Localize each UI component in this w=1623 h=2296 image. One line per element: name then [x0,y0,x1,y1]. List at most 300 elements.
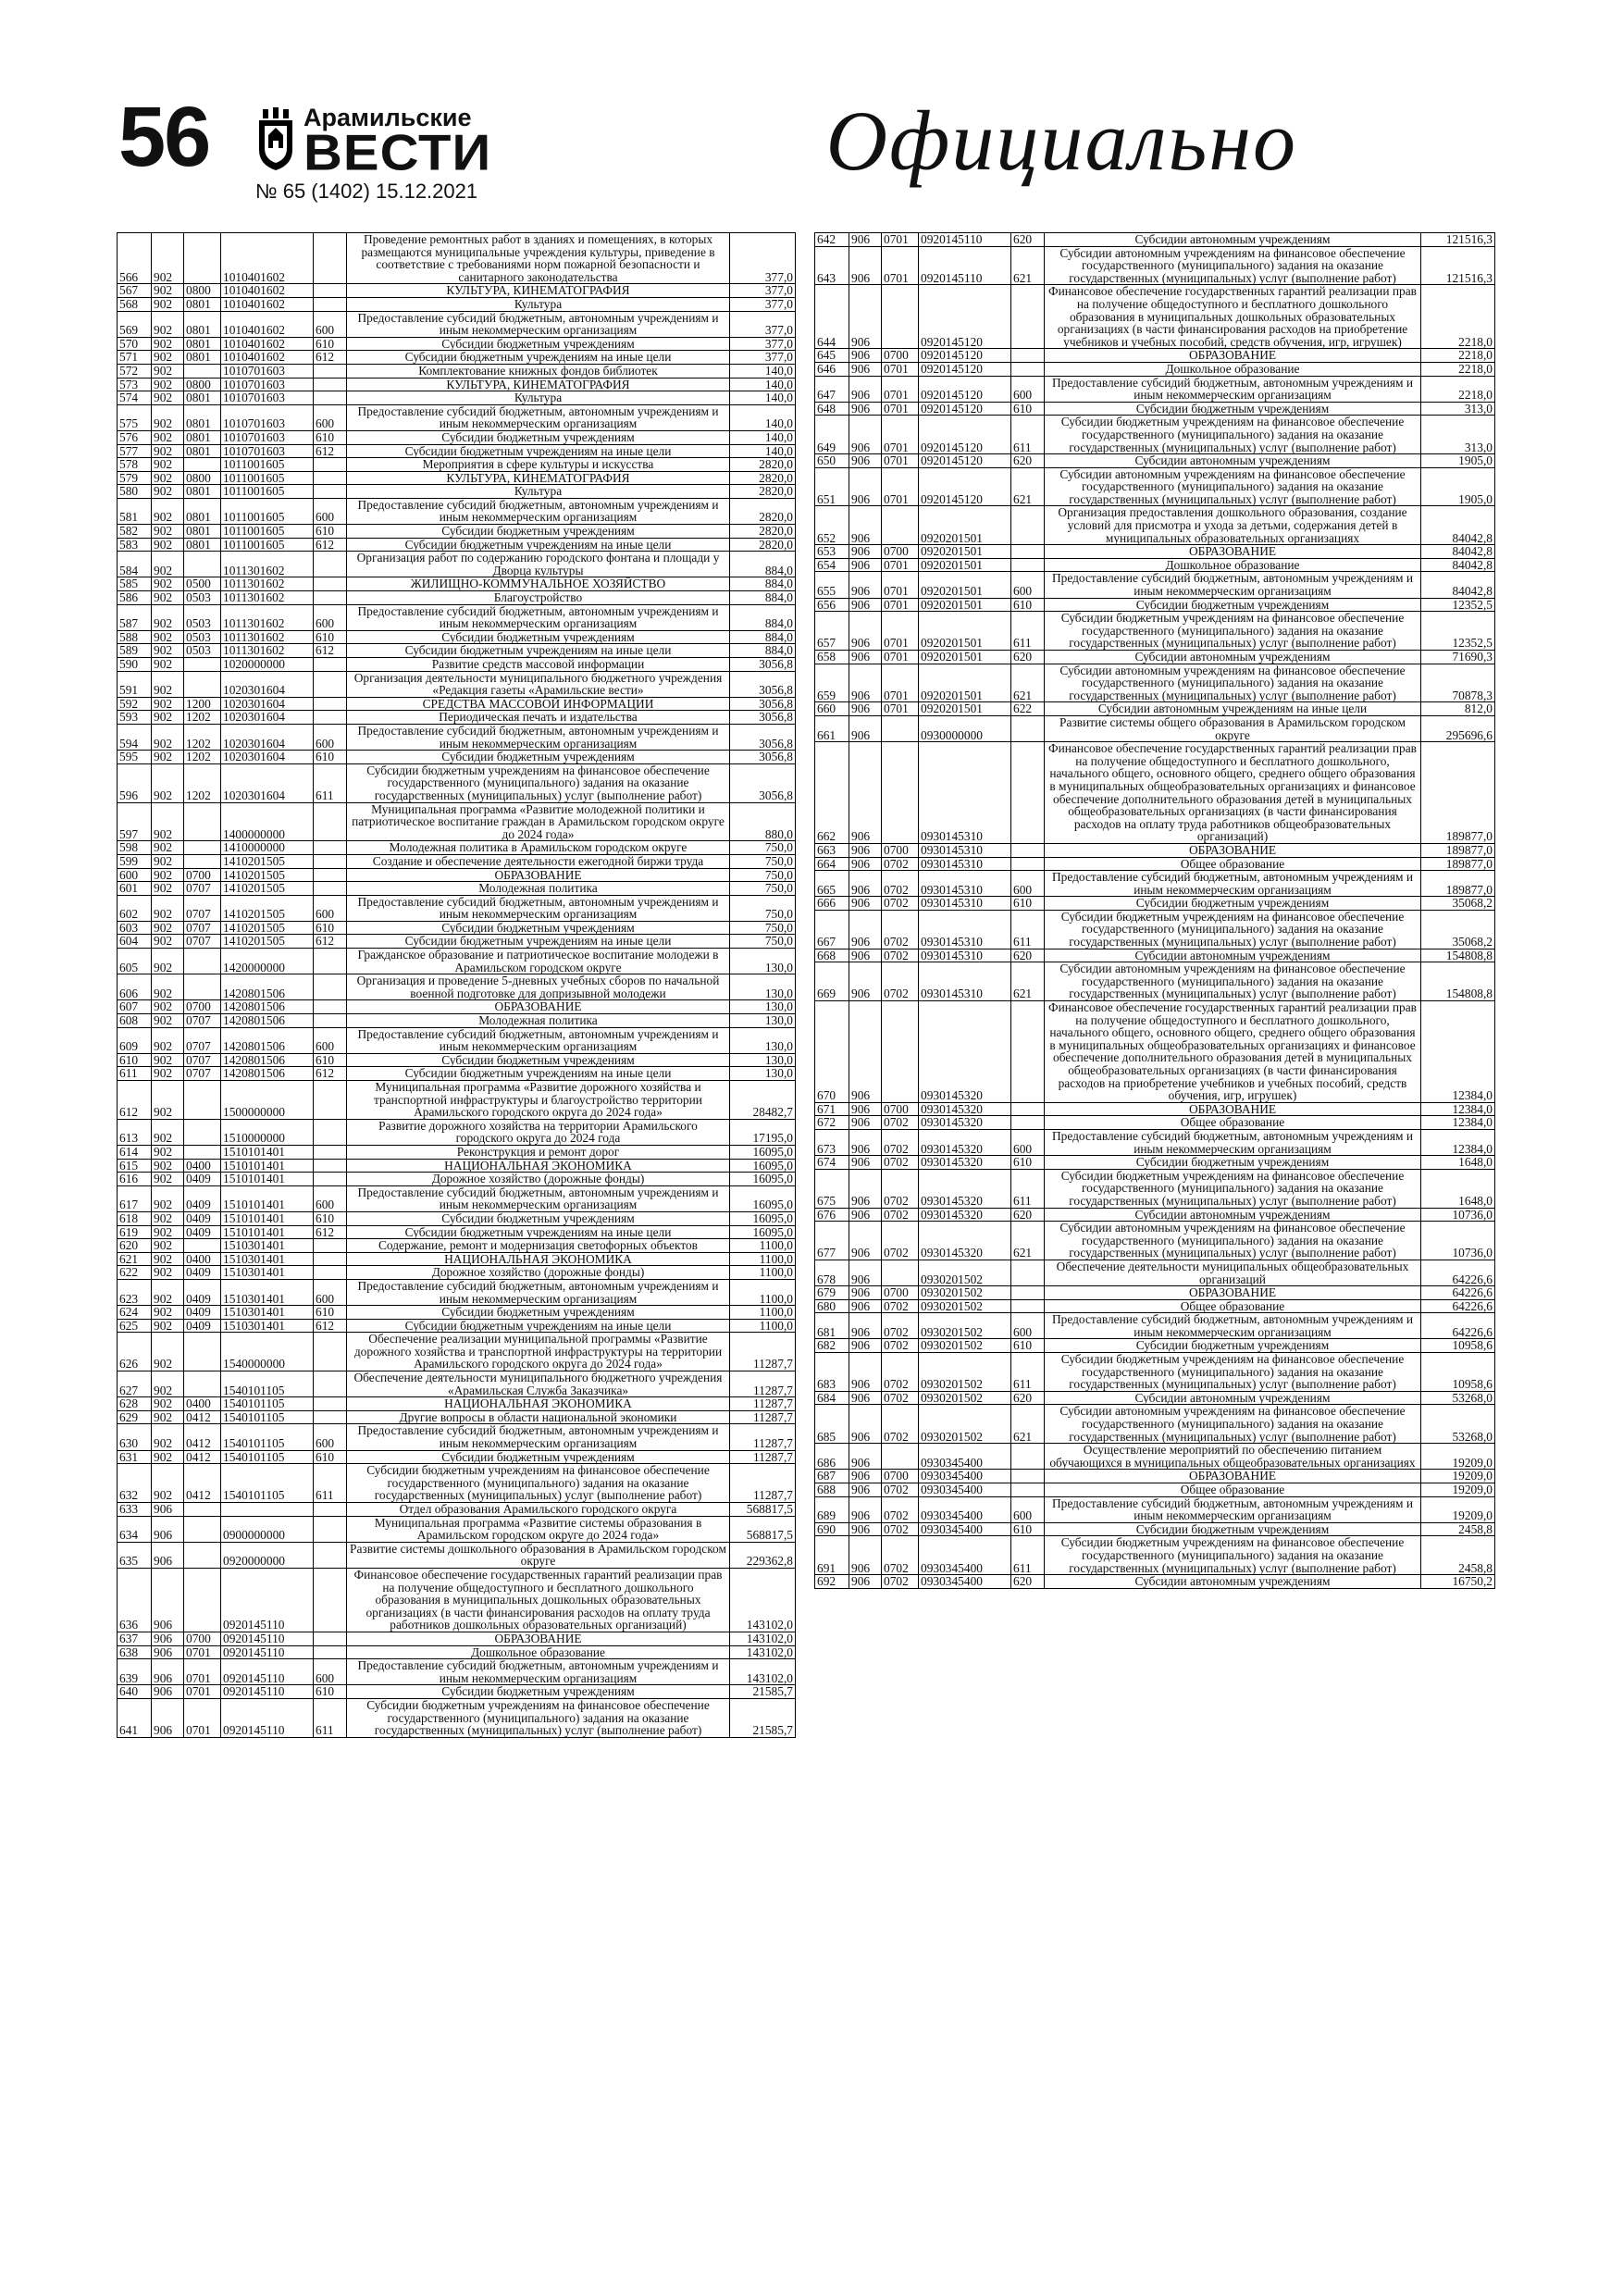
amount-cell: 17195,0 [730,1119,796,1145]
expense-type-cell: 612 [314,1225,347,1239]
row-number-cell: 685 [815,1405,849,1444]
item-name-cell: КУЛЬТУРА, КИНЕМАТОГРАФИЯ [347,471,730,485]
section-code-cell: 0702 [882,1353,919,1392]
item-name-cell: Субсидии бюджетным учреждениям [347,921,730,935]
row-number-cell: 648 [815,402,849,416]
expense-type-cell [314,1173,347,1186]
table-row [815,1575,1495,1589]
admin-code-cell: 906 [152,1516,184,1542]
table-row [815,1286,1495,1300]
row-number-cell: 663 [815,843,849,857]
section-code-cell: 0801 [184,444,221,458]
table-row [118,1067,796,1081]
admin-code-cell: 902 [152,1424,184,1450]
row-number-cell: 606 [118,974,152,1000]
amount-cell: 35068,2 [1421,910,1495,949]
amount-cell: 377,0 [730,297,796,311]
table-row [118,471,796,485]
amount-cell: 143102,0 [730,1568,796,1632]
admin-code-cell: 906 [849,402,882,416]
table-row [815,545,1495,559]
item-name-cell: НАЦИОНАЛЬНАЯ ЭКОНОМИКА [347,1159,730,1173]
expense-type-cell [1011,349,1045,363]
row-number-cell: 581 [118,498,152,524]
target-article-cell: 1410201505 [221,882,314,896]
expense-type-cell [314,1503,347,1517]
target-article-cell: 0920201501 [919,651,1011,664]
amount-cell: 16095,0 [730,1211,796,1225]
admin-code-cell: 906 [849,1222,882,1260]
item-name-cell: Организация работ по содержанию городского фонтана и площади у Дворца культуры [347,552,730,577]
expense-type-cell: 600 [1011,1496,1045,1522]
table-row [118,802,796,841]
target-article-cell: 0930345400 [919,1444,1011,1470]
item-name-cell: Субсидии бюджетным учреждениям на финансовое обеспечение государственного (муниципального) задания на оказание государственных (муниципальных) услуг (выполнение работ) [347,763,730,802]
target-article-cell: 0920145110 [221,1698,314,1737]
item-name-cell: Предоставление субсидий бюджетным, автономным учреждениям и иным некоммерческим организациям [347,895,730,921]
item-name-cell: Субсидии бюджетным учреждениям на иные цели [347,644,730,658]
admin-code-cell: 906 [849,742,882,844]
admin-code-cell: 906 [849,285,882,349]
row-number-cell: 575 [118,404,152,430]
expense-type-cell: 612 [314,538,347,552]
table-row [118,538,796,552]
item-name-cell: Организация и проведение 5-дневных учебных сборов по начальной военной подготовке для допризывной молодежи [347,974,730,1000]
target-article-cell: 1540101105 [221,1450,314,1464]
row-number-cell: 650 [815,454,849,468]
item-name-cell: Субсидии бюджетным учреждениям [1045,402,1421,416]
item-name-cell: Субсидии автономным учреждениям на финансовое обеспечение государственного (муниципального) задания на оказание государственных (муниципальных) услуг (выполнение работ) [1045,1222,1421,1260]
row-number-cell: 651 [815,467,849,506]
table-row [815,1313,1495,1339]
section-code-cell: 0701 [882,467,919,506]
target-article-cell: 0920201501 [919,558,1011,572]
admin-code-cell: 906 [849,702,882,716]
table-row [118,1000,796,1014]
section-code-cell: 0400 [184,1397,221,1411]
item-name-cell: ОБРАЗОВАНИЕ [347,1632,730,1645]
target-article-cell: 1020301604 [221,697,314,711]
expense-type-cell: 620 [1011,233,1045,247]
target-article-cell: 1510101401 [221,1173,314,1186]
admin-code-cell: 906 [849,376,882,402]
item-name-cell: Субсидии бюджетным учреждениям на финансовое обеспечение государственного (муниципального) задания на оказание государственных (муниципальных) услуг (выполнение работ) [1045,1353,1421,1392]
section-code-cell: 0412 [184,1410,221,1424]
logo-small-text: Арамильские [304,104,472,131]
expense-type-cell [314,711,347,725]
admin-code-cell: 902 [152,1145,184,1159]
amount-cell: 64226,6 [1421,1299,1495,1313]
table-row [815,715,1495,741]
admin-code-cell: 902 [152,671,184,697]
table-row [815,871,1495,897]
item-name-cell: ОБРАЗОВАНИЕ [1045,1286,1421,1300]
target-article-cell: 1510301401 [221,1279,314,1305]
amount-cell: 16750,2 [1421,1575,1495,1589]
table-row [118,974,796,1000]
target-article-cell: 0920145110 [221,1659,314,1685]
row-number-cell: 617 [118,1185,152,1211]
expense-type-cell: 610 [314,525,347,539]
expense-type-cell: 611 [314,1698,347,1737]
expense-type-cell [314,297,347,311]
section-code-cell: 0707 [184,1053,221,1067]
expense-type-cell [1011,715,1045,741]
target-article-cell: 1410201505 [221,854,314,868]
target-article-cell: 1410201505 [221,895,314,921]
amount-cell: 12352,5 [1421,598,1495,612]
section-code-cell: 1200 [184,697,221,711]
admin-code-cell: 902 [152,1397,184,1411]
amount-cell: 84042,8 [1421,545,1495,559]
amount-cell: 1905,0 [1421,454,1495,468]
target-article-cell: 1540000000 [221,1333,314,1371]
admin-code-cell: 902 [152,1159,184,1173]
expense-type-cell [1011,742,1045,844]
expense-type-cell [314,882,347,896]
amount-cell: 35068,2 [1421,897,1495,911]
section-code-cell: 0701 [184,1685,221,1699]
admin-code-cell: 902 [152,1266,184,1280]
item-name-cell: Субсидии бюджетным учреждениям [347,1053,730,1067]
section-code-cell: 0707 [184,1067,221,1081]
expense-type-cell: 600 [314,724,347,750]
amount-cell: 3056,8 [730,724,796,750]
row-number-cell: 580 [118,485,152,499]
expense-type-cell: 610 [314,430,347,444]
item-name-cell: Субсидии бюджетным учреждениям на финансовое обеспечение государственного (муниципального) задания на оказание государственных (муниципальных) услуг (выполнение работ) [1045,416,1421,454]
admin-code-cell: 902 [152,1027,184,1053]
item-name-cell: Обеспечение деятельности муниципального бюджетного учреждения «Арамильская Служба Заказчика» [347,1371,730,1397]
section-code-cell: 0700 [882,1470,919,1483]
admin-code-cell: 902 [152,630,184,644]
expense-type-cell: 600 [314,1027,347,1053]
expense-type-cell: 621 [1011,246,1045,285]
target-article-cell: 0930145320 [919,1116,1011,1130]
section-title: Официально [825,93,1297,188]
item-name-cell: Предоставление субсидий бюджетным, автономным учреждениям и иным некоммерческим организациям [347,311,730,337]
admin-code-cell: 906 [849,1496,882,1522]
expense-type-cell [314,697,347,711]
expense-type-cell [1011,1444,1045,1470]
row-number-cell: 645 [815,349,849,363]
amount-cell: 812,0 [1421,702,1495,716]
item-name-cell: Субсидии бюджетным учреждениям на иные цели [347,1067,730,1081]
section-code-cell: 0701 [184,1645,221,1659]
row-number-cell: 611 [118,1067,152,1081]
amount-cell: 121516,3 [1421,246,1495,285]
item-name-cell: НАЦИОНАЛЬНАЯ ЭКОНОМИКА [347,1252,730,1266]
admin-code-cell: 906 [849,1313,882,1339]
table-row [815,416,1495,454]
expense-type-cell [314,471,347,485]
section-code-cell [882,1260,919,1285]
expense-type-cell: 621 [1011,467,1045,506]
amount-cell: 140,0 [730,444,796,458]
target-article-cell: 1011301602 [221,577,314,591]
target-article-cell: 0930145320 [919,1169,1011,1208]
admin-code-cell: 906 [849,843,882,857]
row-number-cell: 577 [118,444,152,458]
table-row [815,376,1495,402]
item-name-cell: Предоставление субсидий бюджетным, автономным учреждениям и иным некоммерческим организациям [1045,572,1421,598]
row-number-cell: 678 [815,1260,849,1285]
amount-cell: 884,0 [730,577,796,591]
expense-type-cell: 610 [314,630,347,644]
expense-type-cell [1011,1299,1045,1313]
amount-cell: 2458,8 [1421,1522,1495,1536]
expense-type-cell: 610 [1011,598,1045,612]
expense-type-cell [1011,558,1045,572]
admin-code-cell: 902 [152,430,184,444]
table-row [815,1208,1495,1222]
admin-code-cell: 902 [152,1252,184,1266]
item-name-cell: ОБРАЗОВАНИЕ [1045,1470,1421,1483]
admin-code-cell: 906 [849,897,882,911]
target-article-cell: 0920145120 [919,454,1011,468]
target-article-cell: 0930345400 [919,1496,1011,1522]
admin-code-cell: 902 [152,297,184,311]
row-number-cell: 603 [118,921,152,935]
admin-code-cell: 902 [152,644,184,658]
item-name-cell: ОБРАЗОВАНИЕ [347,1000,730,1014]
admin-code-cell: 906 [849,1405,882,1444]
row-number-cell: 586 [118,591,152,605]
target-article-cell: 1540101105 [221,1464,314,1503]
section-code-cell [184,233,221,284]
expense-type-cell: 600 [1011,376,1045,402]
target-article-cell: 1011301602 [221,644,314,658]
table-row [118,1685,796,1699]
section-code-cell: 0409 [184,1185,221,1211]
budget-table-left [117,232,796,1738]
amount-cell: 313,0 [1421,402,1495,416]
target-article-cell: 0920000000 [221,1542,314,1568]
expense-type-cell [314,1645,347,1659]
amount-cell: 295696,6 [1421,715,1495,741]
expense-type-cell: 600 [314,895,347,921]
row-number-cell: 660 [815,702,849,716]
target-article-cell: 0930145310 [919,742,1011,844]
target-article-cell: 1510101401 [221,1145,314,1159]
section-code-cell: 0702 [882,1313,919,1339]
section-code-cell [882,1001,919,1103]
admin-code-cell: 906 [849,545,882,559]
expense-type-cell: 611 [314,1464,347,1503]
section-code-cell [882,715,919,741]
item-name-cell: Субсидии автономным учреждениям на финансовое обеспечение государственного (муниципального) задания на оказание государственных (муниципальных) услуг (выполнение работ) [1045,664,1421,702]
item-name-cell: Финансовое обеспечение государственных гарантий реализации прав на получение общедоступного и бесплатного дошкольного, начального общего, основного общего, среднего общего образования в муниципальных общеобразовательных организациях и финансовое обеспечение дополнительного образования детей в муниципальных общеобразовательных организациях (в части финансирования расходов на оплату труда работников общеобразовательных организаций) [1045,742,1421,844]
row-number-cell: 665 [815,871,849,897]
admin-code-cell: 906 [849,1522,882,1536]
item-name-cell: СРЕДСТВА МАССОВОЙ ИНФОРМАЦИИ [347,697,730,711]
table-row [118,1145,796,1159]
amount-cell: 140,0 [730,364,796,378]
table-row [118,1053,796,1067]
target-article-cell: 0920145120 [919,362,1011,376]
table-row [118,1252,796,1266]
expense-type-cell [1011,545,1045,559]
table-row [815,558,1495,572]
section-code-cell: 0409 [184,1211,221,1225]
admin-code-cell: 906 [849,1483,882,1497]
target-article-cell: 1011301602 [221,552,314,577]
section-code-cell [184,802,221,841]
item-name-cell: Субсидии бюджетным учреждениям на финансовое обеспечение государственного (муниципального) задания на оказание государственных (муниципальных) услуг (выполнение работ) [347,1464,730,1503]
expense-type-cell [314,552,347,577]
admin-code-cell: 906 [849,1116,882,1130]
target-article-cell: 0930145320 [919,1222,1011,1260]
admin-code-cell: 902 [152,378,184,391]
admin-code-cell: 902 [152,882,184,896]
row-number-cell: 691 [815,1536,849,1575]
admin-code-cell: 902 [152,1306,184,1320]
admin-code-cell: 902 [152,1119,184,1145]
expense-type-cell [314,1000,347,1014]
item-name-cell: Предоставление субсидий бюджетным, автономным учреждениям и иным некоммерческим организациям [1045,1313,1421,1339]
table-row [815,897,1495,911]
section-code-cell [184,1081,221,1120]
admin-code-cell: 906 [849,1169,882,1208]
target-article-cell: 1011001605 [221,525,314,539]
row-number-cell: 614 [118,1145,152,1159]
item-name-cell: Организация деятельности муниципального бюджетного учреждения «Редакция газеты «Арамильские вести» [347,671,730,697]
table-row [118,458,796,472]
section-code-cell: 1202 [184,724,221,750]
admin-code-cell: 902 [152,404,184,430]
table-row [118,485,796,499]
amount-cell: 10958,6 [1421,1339,1495,1353]
expense-type-cell [1011,1286,1045,1300]
row-number-cell: 633 [118,1503,152,1517]
expense-type-cell: 612 [314,644,347,658]
row-number-cell: 600 [118,868,152,882]
table-row [815,742,1495,844]
table-row [815,1169,1495,1208]
expense-type-cell [1011,1483,1045,1497]
row-number-cell: 579 [118,471,152,485]
section-code-cell: 0702 [882,962,919,1001]
section-code-cell: 0702 [882,1156,919,1170]
target-article-cell: 1011001605 [221,498,314,524]
row-number-cell: 618 [118,1211,152,1225]
amount-cell: 16095,0 [730,1145,796,1159]
row-number-cell: 625 [118,1319,152,1333]
table-row [815,1483,1495,1497]
table-row [815,702,1495,716]
expense-type-cell: 611 [1011,612,1045,651]
section-code-cell: 0707 [184,1027,221,1053]
section-code-cell: 0701 [882,598,919,612]
expense-type-cell [314,868,347,882]
target-article-cell: 0930201502 [919,1299,1011,1313]
table-row [118,868,796,882]
section-code-cell: 0800 [184,284,221,298]
admin-code-cell: 902 [152,1185,184,1211]
row-number-cell: 639 [118,1659,152,1685]
expense-type-cell: 612 [314,351,347,365]
admin-code-cell: 906 [152,1645,184,1659]
row-number-cell: 658 [815,651,849,664]
admin-code-cell: 902 [152,1081,184,1120]
admin-code-cell: 906 [849,1001,882,1103]
section-code-cell [184,671,221,697]
amount-cell: 377,0 [730,337,796,351]
amount-cell: 750,0 [730,854,796,868]
amount-cell: 11287,7 [730,1397,796,1411]
row-number-cell: 569 [118,311,152,337]
row-number-cell: 642 [815,233,849,247]
item-name-cell: ОБРАЗОВАНИЕ [1045,545,1421,559]
amount-cell: 140,0 [730,391,796,405]
admin-code-cell: 906 [849,962,882,1001]
item-name-cell: Субсидии автономным учреждениям [1045,949,1421,962]
expense-type-cell: 610 [314,1685,347,1699]
section-code-cell: 0701 [882,376,919,402]
item-name-cell: Субсидии автономным учреждениям на иные цели [1045,702,1421,716]
row-number-cell: 690 [815,1522,849,1536]
item-name-cell: Финансовое обеспечение государственных гарантий реализации прав на получение общедоступного и бесплатного дошкольного, начального общего, основного общего, среднего общего образования в муниципальных общеобразовательных организациях и финансовое обеспечение дополнительного образования детей в муниципальных общеобразовательных организациях (в части финансирования расходов на приобретение учебников и учебных пособий, средств обучения, игр, игрушек) [1045,1001,1421,1103]
admin-code-cell: 902 [152,233,184,284]
table-row [118,1211,796,1225]
table-row [118,1319,796,1333]
amount-cell: 130,0 [730,1000,796,1014]
row-number-cell: 672 [815,1116,849,1130]
target-article-cell: 0900000000 [221,1516,314,1542]
amount-cell: 2218,0 [1421,349,1495,363]
admin-code-cell: 906 [849,1391,882,1405]
row-number-cell: 641 [118,1698,152,1737]
amount-cell: 2820,0 [730,458,796,472]
admin-code-cell: 906 [849,664,882,702]
target-article-cell: 0930145320 [919,1129,1011,1155]
expense-type-cell [314,671,347,697]
item-name-cell: Субсидии бюджетным учреждениям на финансовое обеспечение государственного (муниципального) задания на оказание государственных (муниципальных) услуг (выполнение работ) [1045,612,1421,651]
target-article-cell: 0920145110 [221,1632,314,1645]
item-name-cell: Предоставление субсидий бюджетным, автономным учреждениям и иным некоммерческим организациям [347,1424,730,1450]
item-name-cell: Предоставление субсидий бюджетным, автономным учреждениям и иным некоммерческим организациям [347,404,730,430]
admin-code-cell: 906 [849,1339,882,1353]
expense-type-cell [314,591,347,605]
item-name-cell: Субсидии бюджетным учреждениям на финансовое обеспечение государственного (муниципального) задания на оказание государственных (муниципальных) услуг (выполнение работ) [1045,910,1421,949]
expense-type-cell: 620 [1011,454,1045,468]
expense-type-cell [1011,1470,1045,1483]
amount-cell: 750,0 [730,868,796,882]
admin-code-cell: 902 [152,1225,184,1239]
expense-type-cell [314,1266,347,1280]
amount-cell: 12384,0 [1421,1129,1495,1155]
table-row [118,604,796,630]
expense-type-cell: 620 [1011,1208,1045,1222]
table-row [815,402,1495,416]
expense-type-cell: 620 [1011,1391,1045,1405]
target-article-cell: 1410201505 [221,921,314,935]
amount-cell: 568817,5 [730,1503,796,1517]
row-number-cell: 623 [118,1279,152,1305]
issue-number: № 65 (1402) 15.12.2021 [255,180,478,203]
row-number-cell: 568 [118,297,152,311]
item-name-cell: Предоставление субсидий бюджетным, автономным учреждениям и иным некоммерческим организациям [1045,376,1421,402]
section-code-cell: 0702 [882,1405,919,1444]
expense-type-cell: 610 [314,1306,347,1320]
target-article-cell: 0920145120 [919,402,1011,416]
table-row [815,1444,1495,1470]
admin-code-cell: 902 [152,949,184,974]
section-code-cell: 0409 [184,1306,221,1320]
amount-cell: 130,0 [730,1027,796,1053]
target-article-cell: 0920201501 [919,545,1011,559]
item-name-cell: Субсидии бюджетным учреждениям [347,630,730,644]
